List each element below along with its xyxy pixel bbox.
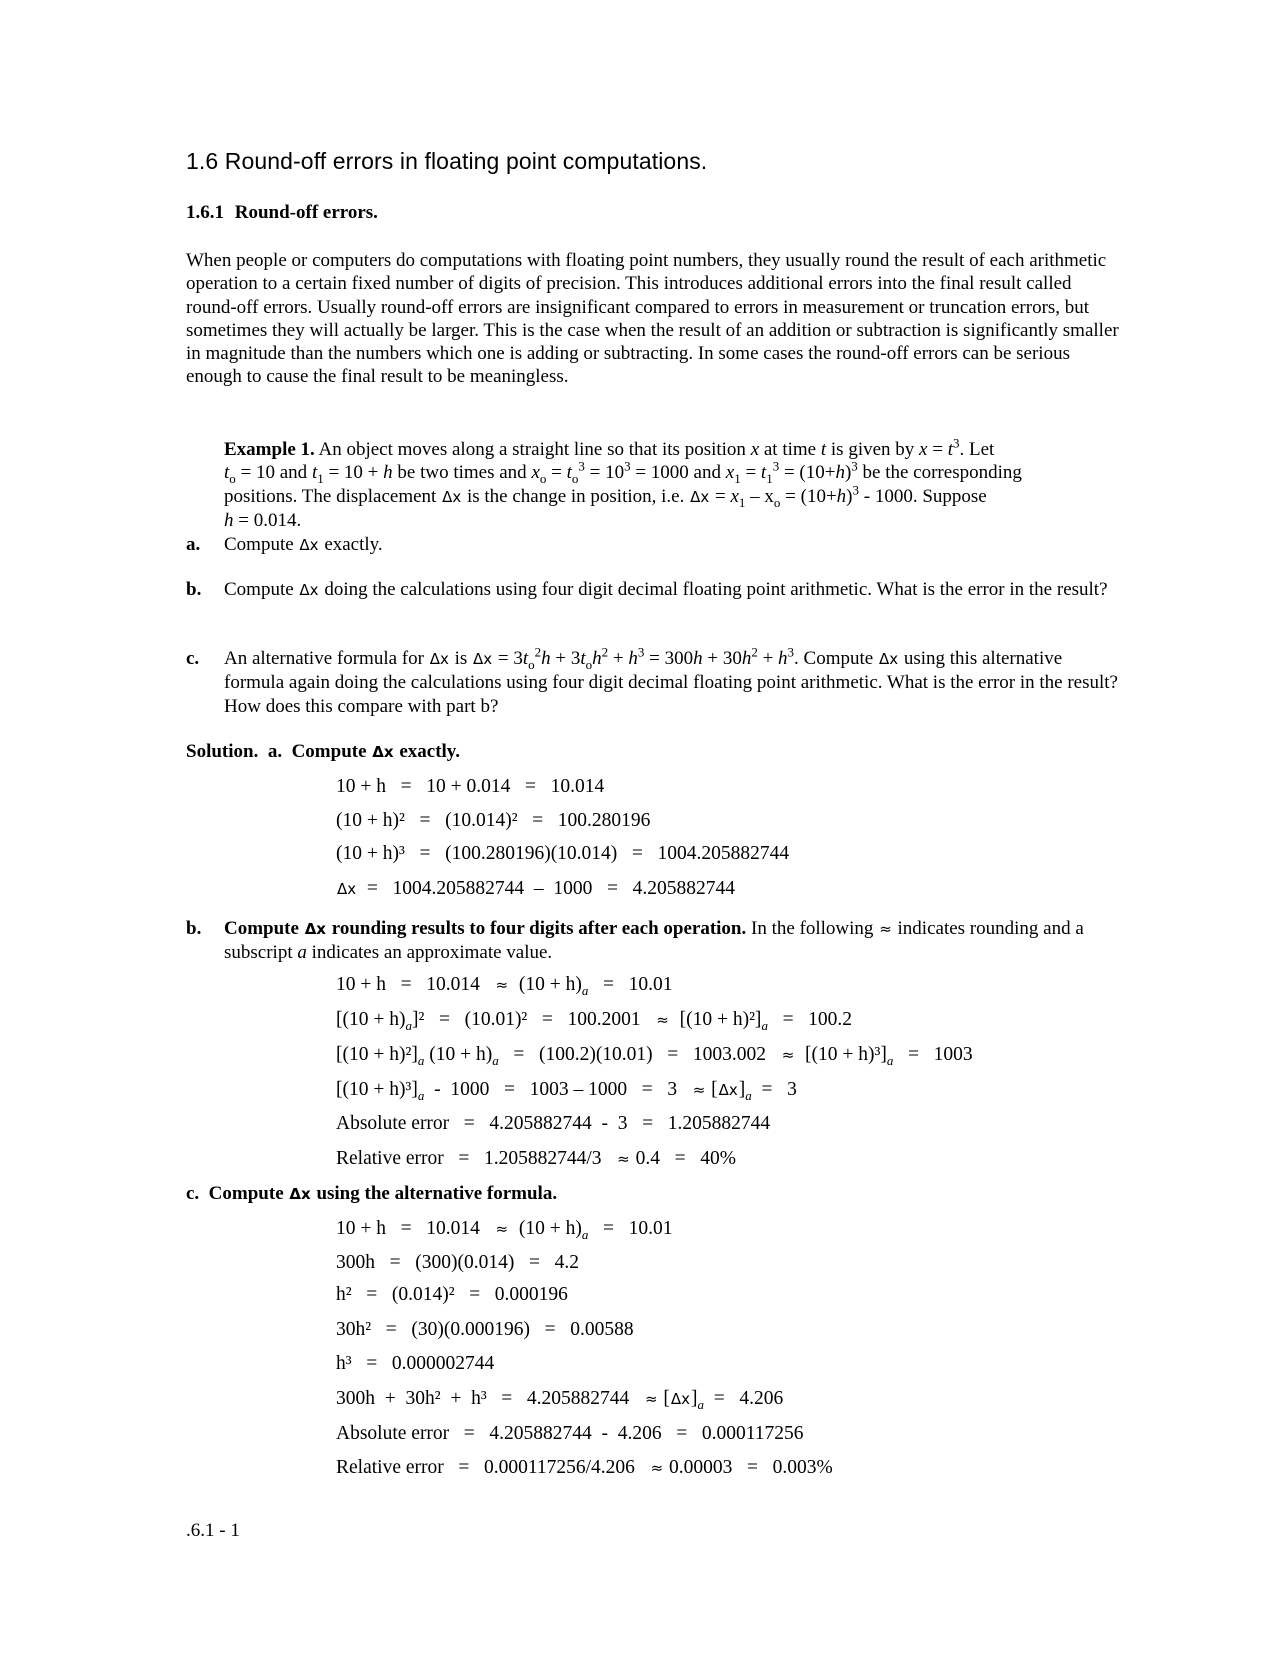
delta-x-symbol: Δx (442, 487, 462, 506)
delta-x-symbol: Δx (429, 650, 449, 668)
subsection-heading (186, 202, 378, 224)
task-a: a. Compute Δx exactly. (186, 533, 1126, 557)
solution-a-heading: Solution. a. Compute Δx exactly. (186, 741, 461, 762)
approx-symbol: ≈ (617, 1150, 630, 1168)
round-symbol: ≈ (879, 920, 892, 938)
subsection-number: 1.6.1 (186, 202, 224, 223)
task-a-label: a. (186, 534, 201, 555)
solution-b-line-1: 10 + h = 10.014 ≈ $(10 + h)_a$ = 10.01 (336, 974, 673, 998)
solution-a-line-1: 10 + h = 10 + 0.014 = 10.014 (336, 776, 605, 797)
round-symbol: ≈ (692, 1081, 706, 1099)
intro-paragraph: When people or computers do computations with floating point numbers, they usually round the result of each arithmetic operation to a certain fixed number of digits of precision. This introduces additional errors into the final result called round-off errors. Usually round-off errors are insignificant compared to errors in measurement or truncation errors, but sometimes they will actually be larger. This is the case when the result of an addition or subtraction is significantly smaller in magnitude than the numbers which one is adding or subtracting. In some cases the round-off errors can be serious enough to cause the final result to be meaningless. (186, 250, 1119, 388)
subsection-title: Round-off errors. (234, 202, 378, 223)
delta-x-symbol: Δx (878, 650, 899, 668)
solution-a-line-2: (10 + h)² = (10.014)² = 100.280196 (336, 810, 651, 831)
solution-c-heading: c. Compute Δx using the alternative formula. (186, 1183, 558, 1204)
approx-symbol: ≈ (650, 1459, 664, 1477)
solution-a-line-3: (10 + h)³ = (100.280196)(10.014) = 1004.205882744 (336, 843, 790, 864)
task-b: b. Compute Δx doing the calculations using four digit decimal floating point arithmetic. What is the error in the result? (186, 578, 1126, 602)
round-symbol: ≈ (656, 1011, 669, 1029)
solution-b-relative-error: Relative error = 1.205882744/3 ≈ 0.4 = 40% (336, 1148, 736, 1169)
round-symbol: ≈ (781, 1046, 795, 1064)
solution-b-line-2: $[(10 + h)_a]^2 = (10.01)^2 = 100.2001$ ≈ $[(10 + h)^2]_a$ = 100.2 (336, 1009, 853, 1033)
delta-x-symbol: Δx (299, 581, 319, 599)
delta-x-symbol: Δx (299, 536, 319, 554)
solution-c-line-3: h² = (0.014)² = 0.000196 (336, 1284, 568, 1305)
example-label: Example 1. (224, 439, 315, 460)
round-symbol: ≈ (644, 1390, 658, 1408)
solution-b-intro: b. Compute Δx rounding results to four digits after each operation. In the following ≈ indicates rounding and a subscript a indicates an approximate value. (186, 918, 1084, 963)
delta-x-symbol: Δx (670, 1390, 691, 1408)
solution-b-line-4: $[(10 + h)^3]_a - 1000 = 1003 - 1000 = 3$ ≈ $[\Delta x]_a = 3$ (336, 1079, 797, 1103)
solution-c-relative-error: Relative error = 0.000117256/4.206 ≈ 0.00003 = 0.003% (336, 1457, 833, 1478)
solution-c-line-4: 30h² = (30)(0.000196) = 0.00588 (336, 1319, 634, 1340)
page-footer: .6.1 - 1 (186, 1520, 240, 1541)
delta-x-symbol: Δx (372, 743, 394, 761)
solution-c-line-1: 10 + h = 10.014 ≈ $(10 + h)_a$ = 10.01 (336, 1218, 673, 1242)
delta-x-symbol: Δx (289, 1185, 311, 1203)
round-symbol: ≈ (495, 976, 509, 994)
delta-x-symbol: Δx (690, 487, 710, 506)
delta-x-symbol: Δx (304, 920, 326, 938)
solution-b-line-3: $[(10 + h)^2]_a$ $(10 + h)_a$ = (100.2)(10.01) = 1003.002 ≈ $[(10 + h)^3]_a$ = 1003 (336, 1044, 973, 1068)
task-c: c. An alternative formula for Δx is $\Delta x = 3t_o^2h + 3t_oh^2 + h^3 = 300h + 30h^2 + h^3$. Compute Δx using this alternative formula again doing the calculations using four digit decimal floating point arithmetic. What is the error in the result? How does this compare with part b? (186, 644, 1118, 717)
solution-c-line-2: 300h = (300)(0.014) = 4.2 (336, 1252, 579, 1273)
example-block: Example 1. An object moves along a straight line so that its position x at time t is given by $x = t^3$. Let $t_o = 10$ and $t_1 = 10 + h$ be two times and $x_o = t_o^3 = 10^3 = 1000$ and $x_1 = t_1^3 = (10+h)^3$ be the corresponding positions. The displacement Δx is the change in position, i.e. $\Delta x = x_1 - x_o = (10+h)^3 - 1000$. Suppose h = 0.014. (224, 435, 1022, 531)
delta-x-symbol: Δx (718, 1081, 738, 1099)
round-symbol: ≈ (495, 1220, 509, 1238)
solution-c-line-6: 300h + 30h² + h³ = 4.205882744 ≈ $[\Delta x]_a = 4.206$ (336, 1388, 784, 1412)
solution-c-line-5: h³ = 0.000002744 (336, 1353, 495, 1374)
task-b-label: b. (186, 579, 202, 600)
solution-a-line-4: Δx = 1004.205882744 – 1000 = 4.205882744 (337, 878, 736, 899)
delta-x-symbol: Δx (473, 650, 493, 668)
section-title: 1.6 Round-off errors in floating point computations. (186, 148, 708, 174)
task-c-label: c. (186, 648, 200, 669)
delta-x-symbol: Δx (337, 880, 357, 898)
solution-b-absolute-error: Absolute error = 4.205882744 - 3 = 1.205882744 (336, 1113, 771, 1134)
solution-c-absolute-error: Absolute error = 4.205882744 - 4.206 = 0.000117256 (336, 1423, 804, 1444)
